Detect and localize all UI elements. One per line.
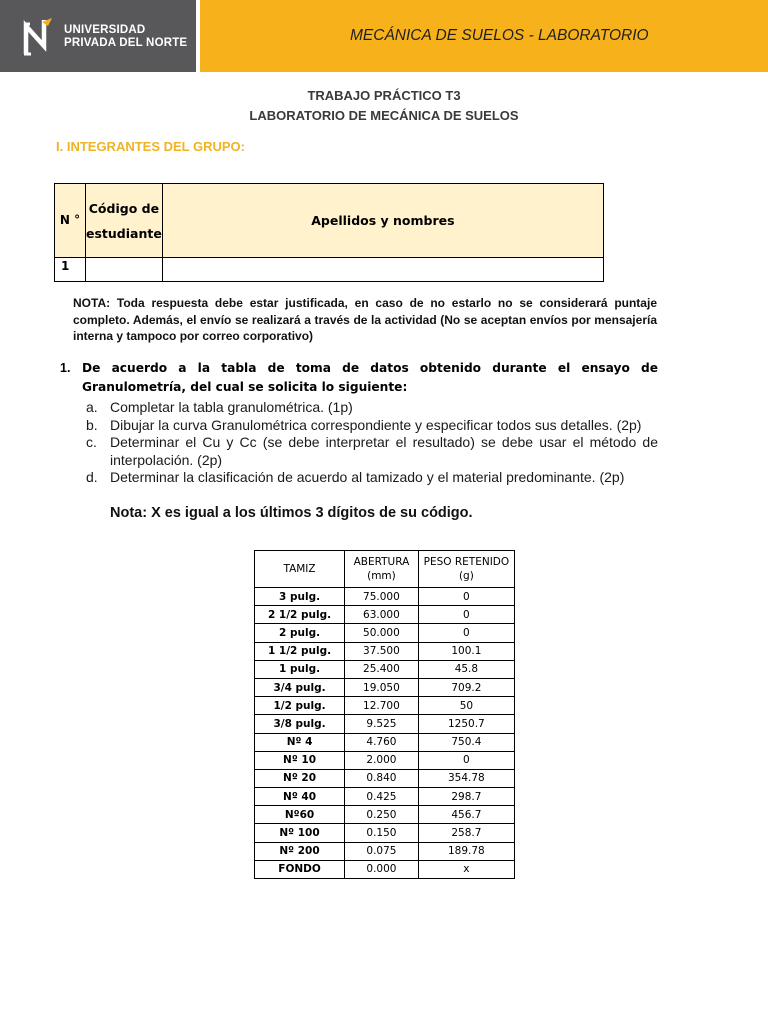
- retained-weight-cell: 750.4: [418, 733, 514, 751]
- table-row: [255, 606, 515, 624]
- table-row: [255, 806, 515, 824]
- submission-note: NOTA: Toda respuesta debe estar justificada, en caso de no estarlo no se considerará puntaje completo. Además, el envío se realizará a través de la actividad (No se aceptan envíos por mensajería interna y tampoco por correo corporativo): [73, 296, 657, 343]
- item-text: Completar la tabla granulométrica. (1p): [110, 399, 353, 415]
- member-code-cell[interactable]: [86, 258, 163, 282]
- retained-weight-cell: 0: [418, 606, 514, 624]
- sieve-cell: Nº 20: [255, 769, 345, 787]
- col-abertura: ABERTURA (mm): [345, 551, 419, 588]
- col-peso-retenido: PESO RETENIDO (g): [418, 551, 514, 588]
- table-row: [255, 715, 515, 733]
- sieve-cell: 1 1/2 pulg.: [255, 642, 345, 660]
- members-table: [54, 183, 604, 282]
- list-item: [86, 399, 658, 417]
- retained-weight-cell: 0: [418, 751, 514, 769]
- opening-cell: 12.700: [345, 697, 419, 715]
- sieve-cell: Nº 4: [255, 733, 345, 751]
- retained-weight-cell: 50: [418, 697, 514, 715]
- sieve-cell: 1/2 pulg.: [255, 697, 345, 715]
- members-col-number: N °: [55, 184, 86, 258]
- opening-cell: 50.000: [345, 624, 419, 642]
- sieve-cell: 2 pulg.: [255, 624, 345, 642]
- retained-weight-cell: 189.78: [418, 842, 514, 860]
- retained-weight-cell: 45.8: [418, 660, 514, 678]
- retained-weight-cell: 456.7: [418, 806, 514, 824]
- sieve-cell: 1 pulg.: [255, 660, 345, 678]
- members-col-code: Código de estudiante: [86, 184, 163, 258]
- opening-cell: 4.760: [345, 733, 419, 751]
- item-letter: b.: [86, 416, 98, 433]
- granulometry-header-row: [255, 551, 515, 588]
- table-row: [55, 258, 604, 282]
- retained-weight-cell: 0: [418, 588, 514, 606]
- table-row: [255, 860, 515, 878]
- sieve-cell: FONDO: [255, 860, 345, 878]
- section-heading-members: I. INTEGRANTES DEL GRUPO:: [56, 139, 245, 154]
- item-letter: a.: [86, 399, 98, 415]
- list-item: [86, 417, 658, 435]
- retained-weight-cell: 100.1: [418, 642, 514, 660]
- retained-weight-cell: 0: [418, 624, 514, 642]
- granulometry-body: [255, 588, 515, 879]
- list-item: [86, 434, 658, 469]
- table-row: [255, 624, 515, 642]
- opening-cell: 9.525: [345, 715, 419, 733]
- table-row: [255, 824, 515, 842]
- item-text: Determinar el Cu y Cc (se debe interpretar el resultado) se debe usar el método de interpolación. (2p): [110, 434, 658, 468]
- question-items-list: [86, 399, 658, 487]
- retained-weight-cell: x: [418, 860, 514, 878]
- opening-cell: 63.000: [345, 606, 419, 624]
- opening-cell: 75.000: [345, 588, 419, 606]
- course-title: MECÁNICA DE SUELOS - LABORATORIO: [350, 27, 649, 44]
- sieve-cell: 3/4 pulg.: [255, 678, 345, 696]
- table-row: [255, 642, 515, 660]
- opening-cell: 0.425: [345, 788, 419, 806]
- question-text: De acuerdo a la tabla de toma de datos obtenido durante el ensayo de Granulometría, del cual se solicita lo siguiente:: [82, 361, 658, 394]
- opening-cell: 0.150: [345, 824, 419, 842]
- retained-weight-cell: 709.2: [418, 678, 514, 696]
- item-text: Determinar la clasificación de acuerdo al tamizado y el material predominante. (2p): [110, 469, 625, 486]
- opening-cell: 0.250: [345, 806, 419, 824]
- question-number: 1.: [60, 361, 71, 375]
- sieve-cell: 3 pulg.: [255, 588, 345, 606]
- opening-cell: 2.000: [345, 751, 419, 769]
- table-row: [255, 588, 515, 606]
- table-row: [255, 660, 515, 678]
- members-table-header: [55, 184, 604, 258]
- sieve-cell: Nº 40: [255, 788, 345, 806]
- col-tamiz: TAMIZ: [255, 551, 345, 588]
- table-row: [255, 697, 515, 715]
- table-row: [255, 751, 515, 769]
- university-name-line1: UNIVERSIDAD: [64, 24, 146, 36]
- members-col-names: Apellidos y nombres: [162, 184, 603, 258]
- item-letter: d.: [86, 469, 98, 486]
- sieve-cell: Nº 200: [255, 842, 345, 860]
- opening-cell: 0.000: [345, 860, 419, 878]
- university-name: [64, 24, 187, 50]
- item-letter: c.: [86, 434, 97, 451]
- opening-cell: 0.840: [345, 769, 419, 787]
- sieve-cell: 3/8 pulg.: [255, 715, 345, 733]
- retained-weight-cell: 258.7: [418, 824, 514, 842]
- opening-cell: 19.050: [345, 678, 419, 696]
- item-text: Dibujar la curva Granulométrica correspondiente y especificar todos sus detalles. (2p): [110, 416, 642, 433]
- table-row: [255, 788, 515, 806]
- document-title: TRABAJO PRÁCTICO T3: [307, 88, 461, 103]
- x-value-note: Nota: X es igual a los últimos 3 dígitos de su código.: [110, 505, 473, 521]
- retained-weight-cell: 1250.7: [418, 715, 514, 733]
- opening-cell: 25.400: [345, 660, 419, 678]
- university-name-line2: PRIVADA DEL NORTE: [64, 37, 188, 49]
- document-subtitle: LABORATORIO DE MECÁNICA DE SUELOS: [249, 108, 519, 123]
- opening-cell: 37.500: [345, 642, 419, 660]
- opening-cell: 0.075: [345, 842, 419, 860]
- member-name-cell[interactable]: [162, 258, 603, 282]
- sieve-cell: Nº60: [255, 806, 345, 824]
- header-logo-panel: [0, 0, 196, 72]
- retained-weight-cell: 298.7: [418, 788, 514, 806]
- university-logo-icon: [22, 16, 58, 56]
- table-row: [255, 842, 515, 860]
- sieve-cell: Nº 10: [255, 751, 345, 769]
- table-row: [255, 733, 515, 751]
- sieve-cell: Nº 100: [255, 824, 345, 842]
- table-row: [255, 678, 515, 696]
- list-item: [86, 469, 658, 487]
- sieve-cell: 2 1/2 pulg.: [255, 606, 345, 624]
- table-row: [255, 769, 515, 787]
- granulometry-table: [254, 550, 515, 879]
- retained-weight-cell: 354.78: [418, 769, 514, 787]
- member-number-cell: 1: [55, 258, 86, 282]
